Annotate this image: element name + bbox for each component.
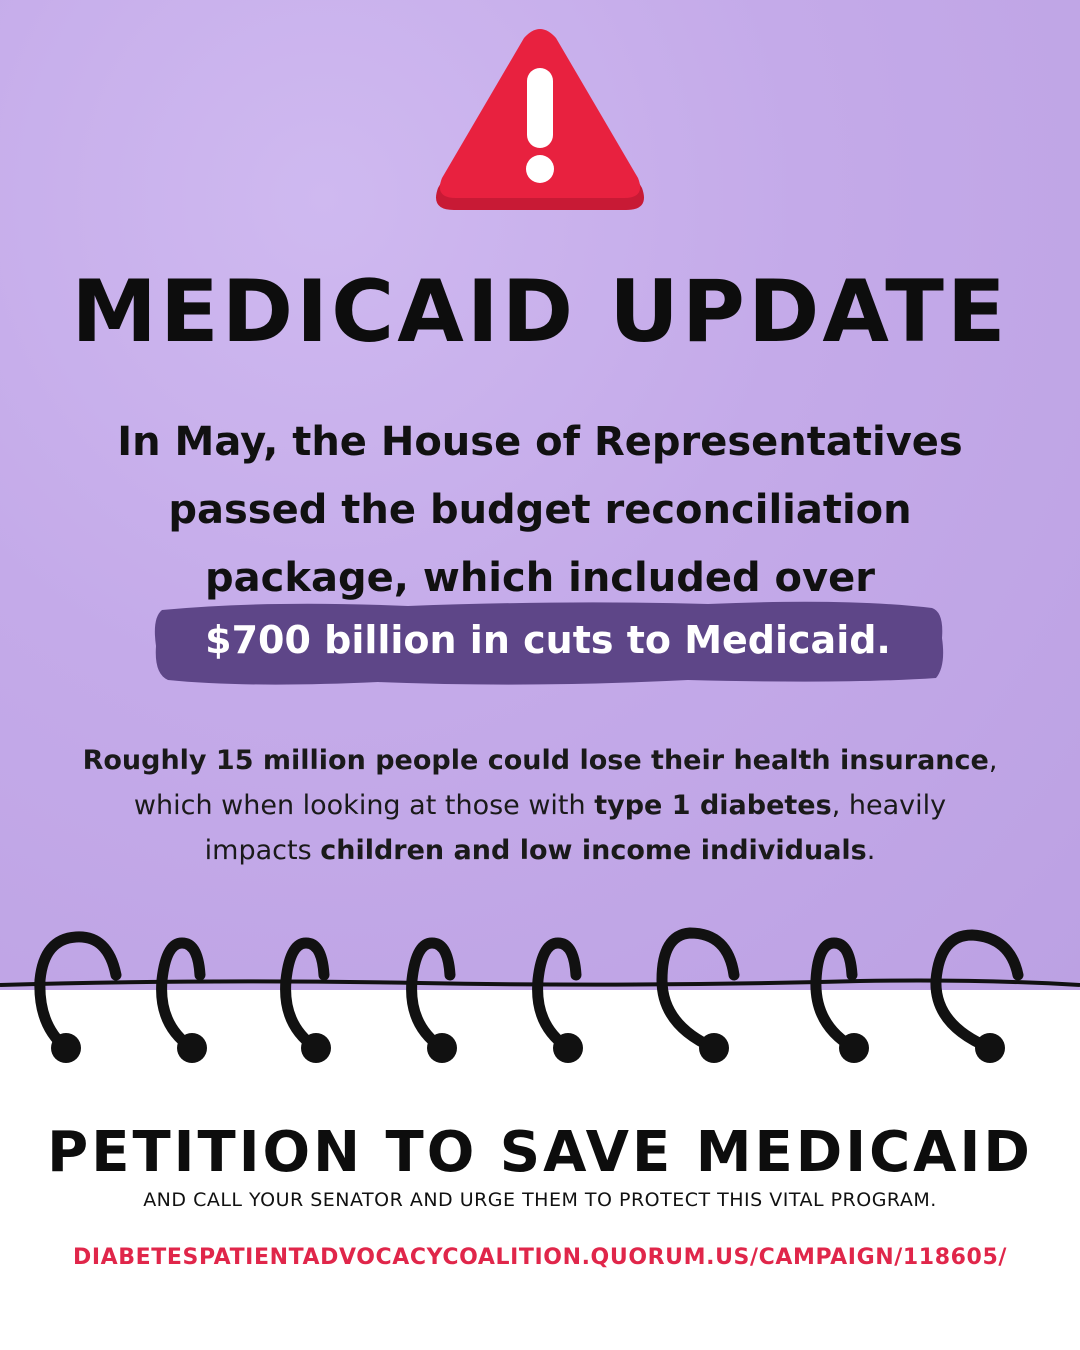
impact-bold: children and low income individuals xyxy=(320,835,867,866)
impact-bold: type 1 diabetes xyxy=(594,790,832,821)
impact-line xyxy=(30,783,1050,828)
highlight-banner xyxy=(148,598,948,688)
impact-text: . xyxy=(866,835,876,866)
highlight-text: $700 billion in cuts to Medicaid. xyxy=(205,618,891,662)
intro-line: In May, the House of Representatives xyxy=(117,419,963,465)
impact-text: , xyxy=(988,745,998,776)
spiral-binding xyxy=(0,925,1080,1065)
warning-triangle-icon xyxy=(432,28,648,218)
petition-title: PETITION TO SAVE MEDICAID xyxy=(47,1120,1033,1185)
impact-line xyxy=(30,828,1050,873)
impact-text: , heavily xyxy=(831,790,947,821)
intro-paragraph xyxy=(60,408,1020,612)
impact-text: impacts xyxy=(204,835,321,866)
petition-link[interactable]: DIABETESPATIENTADVOCACYCOALITION.QUORUM.US/CAMPAIGN/118605/ xyxy=(73,1245,1007,1270)
impact-text: which when looking at those with xyxy=(133,790,595,821)
intro-line: passed the budget reconciliation xyxy=(168,487,912,533)
headline: MEDICAID UPDATE xyxy=(71,262,1009,362)
impact-bold: Roughly 15 million people could lose their health insurance xyxy=(82,745,989,776)
petition-subtitle: AND CALL YOUR SENATOR AND URGE THEM TO PROTECT THIS VITAL PROGRAM. xyxy=(143,1189,937,1211)
impact-paragraph xyxy=(30,738,1050,873)
intro-line: package, which included over xyxy=(205,555,875,601)
impact-line xyxy=(30,738,1050,783)
